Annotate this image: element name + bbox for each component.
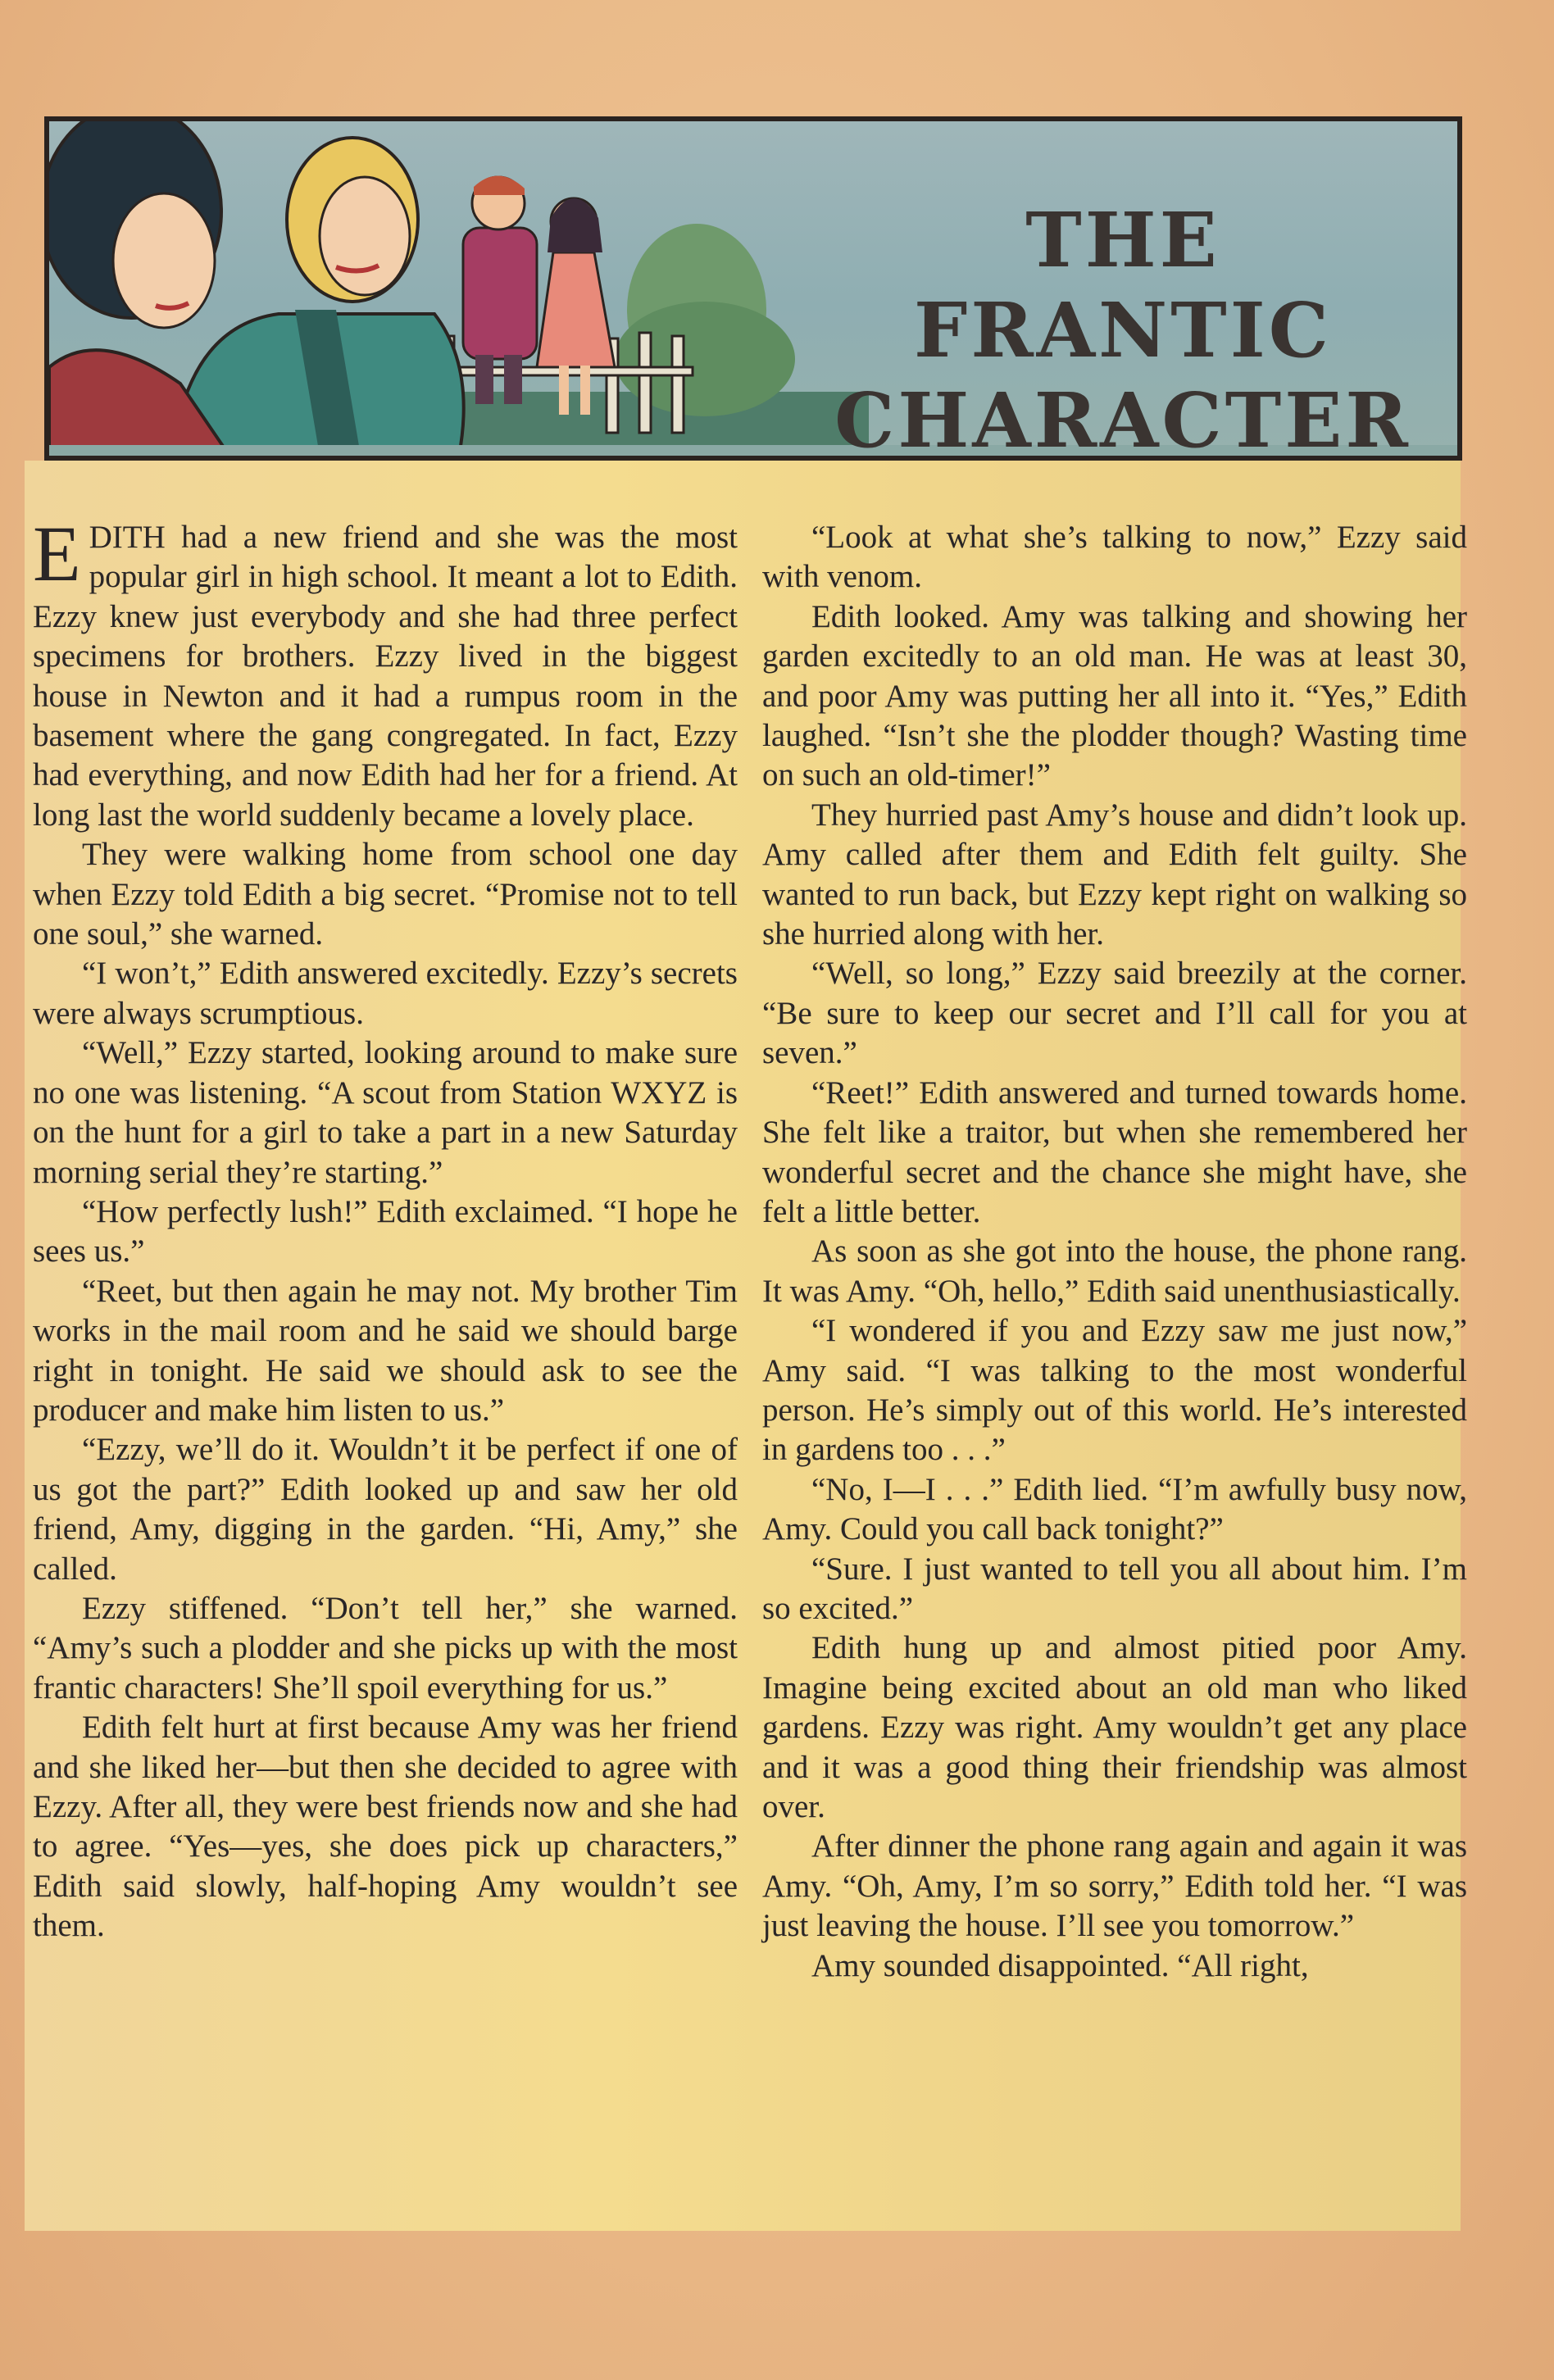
paragraph: Ezzy stiffened. “Don’t tell her,” she warned. “Amy’s such a plodder and she picks up with the most frantic characters! She’ll spoil everything for us.” — [33, 1590, 738, 1706]
title-line-2: CHARACTER — [834, 376, 1411, 461]
paragraph: “I wondered if you and Ezzy saw me just now,” Amy said. “I was talking to the most wonderful person. He’s simply out of this world. He’s interested in gardens too . . .” — [762, 1313, 1467, 1468]
paragraph: “Reet!” Edith answered and turned towards home. She felt like a traitor, but when she remembered her wonderful secret and the chance she might have, she felt a little better. — [762, 1074, 1467, 1229]
paragraph: “Ezzy, we’ll do it. Wouldn’t it be perfect if one of us got the part?” Edith looked up and saw her old friend, Amy, digging in the garden. “Hi, Amy,” she called. — [33, 1432, 738, 1587]
paragraph: Edith felt hurt at first because Amy was her friend and she liked her—but then she decided to agree with Ezzy. After all, they were best friends now and she had to agree. “Yes—yes, she does pick up characters,” Edith said slowly, half-hoping Amy wouldn’t see them. — [33, 1710, 738, 1944]
paragraph: Edith looked. Amy was talking and showing her garden excitedly to an old man. He was at least 30, and poor Amy was putting her all into it. “Yes,” Edith laughed. “Isn’t she the plodder though? Wasting time on such an old-timer!” — [762, 598, 1467, 793]
woman-figure-illustration — [537, 198, 615, 415]
paragraph: “No, I—I . . .” Edith lied. “I’m awfully busy now, Amy. Could you call back tonight?” — [762, 1471, 1467, 1547]
paragraph: EDITH had a new friend and she was the most popular girl in high school. It meant a lot to Edith. Ezzy knew just everybody and she had three perfect specimens for brothers. Ezzy lived in the biggest house in Newton and it had a rumpus room in the basement where the gang congregated. In fact, Ezzy had everything, and now Edith had her for a friend. At long last the world suddenly became a lovely place. — [33, 510, 738, 833]
paragraph: Amy sounded disappointed. “All right, — [811, 1947, 1309, 1983]
paragraph: “Well,” Ezzy started, looking around to make sure no one was listening. “A scout from Station WXYZ is on the hunt for a girl to take a part in a new Saturday morning serial they’re starting.” — [33, 1035, 738, 1190]
header-illustration-panel — [44, 116, 1462, 461]
paragraph: “I won’t,” Edith answered excitedly. Ezzy’s secrets were always scrumptious. — [33, 956, 738, 1031]
paragraph: They were walking home from school one day when Ezzy told Edith a big secret. “Promise not to tell one soul,” she warned. — [33, 837, 738, 952]
paragraph: They hurried past Amy’s house and didn’t look up. Amy called after them and Edith felt guilty. She wanted to run back, but Ezzy kept right on walking so she hurried along with her. — [762, 797, 1467, 952]
story-title — [803, 195, 1443, 461]
paragraph: “Look at what she’s talking to now,” Ezzy said with venom. — [762, 520, 1467, 595]
story-text-area — [25, 461, 1467, 2231]
paragraph: As soon as she got into the house, the phone rang. It was Amy. “Oh, hello,” Edith said unenthusiastically. — [762, 1233, 1467, 1309]
paragraph: Edith hung up and almost pitied poor Amy. Imagine being excited about an old man who liked gardens. Ezzy was right. Amy wouldn’t get any place and it was a good thing their friendship was almost over. — [762, 1630, 1467, 1824]
paragraph: “How perfectly lush!” Edith exclaimed. “I hope he sees us.” — [33, 1193, 738, 1269]
paragraph: After dinner the phone rang again and again it was Amy. “Oh, Amy, I’m so sorry,” Edith told her. “I was just leaving the house. I’ll see you tomorrow.” — [762, 1828, 1467, 1944]
paragraph: “Sure. I just wanted to tell you all about him. I’m so excited.” — [762, 1551, 1467, 1626]
drop-cap: E — [33, 510, 81, 597]
paragraph: “Reet, but then again he may not. My brother Tim works in the mail room and he said we should barge right in tonight. He said we should ask to see the producer and make him listen to us.” — [33, 1273, 738, 1428]
left-column — [33, 510, 738, 1946]
paragraph: “Well, so long,” Ezzy said breezily at the corner. “Be sure to keep our secret and I’ll call for you at seven.” — [762, 956, 1467, 1071]
title-line-1: THE FRANTIC — [914, 196, 1332, 375]
right-column — [762, 518, 1467, 1986]
